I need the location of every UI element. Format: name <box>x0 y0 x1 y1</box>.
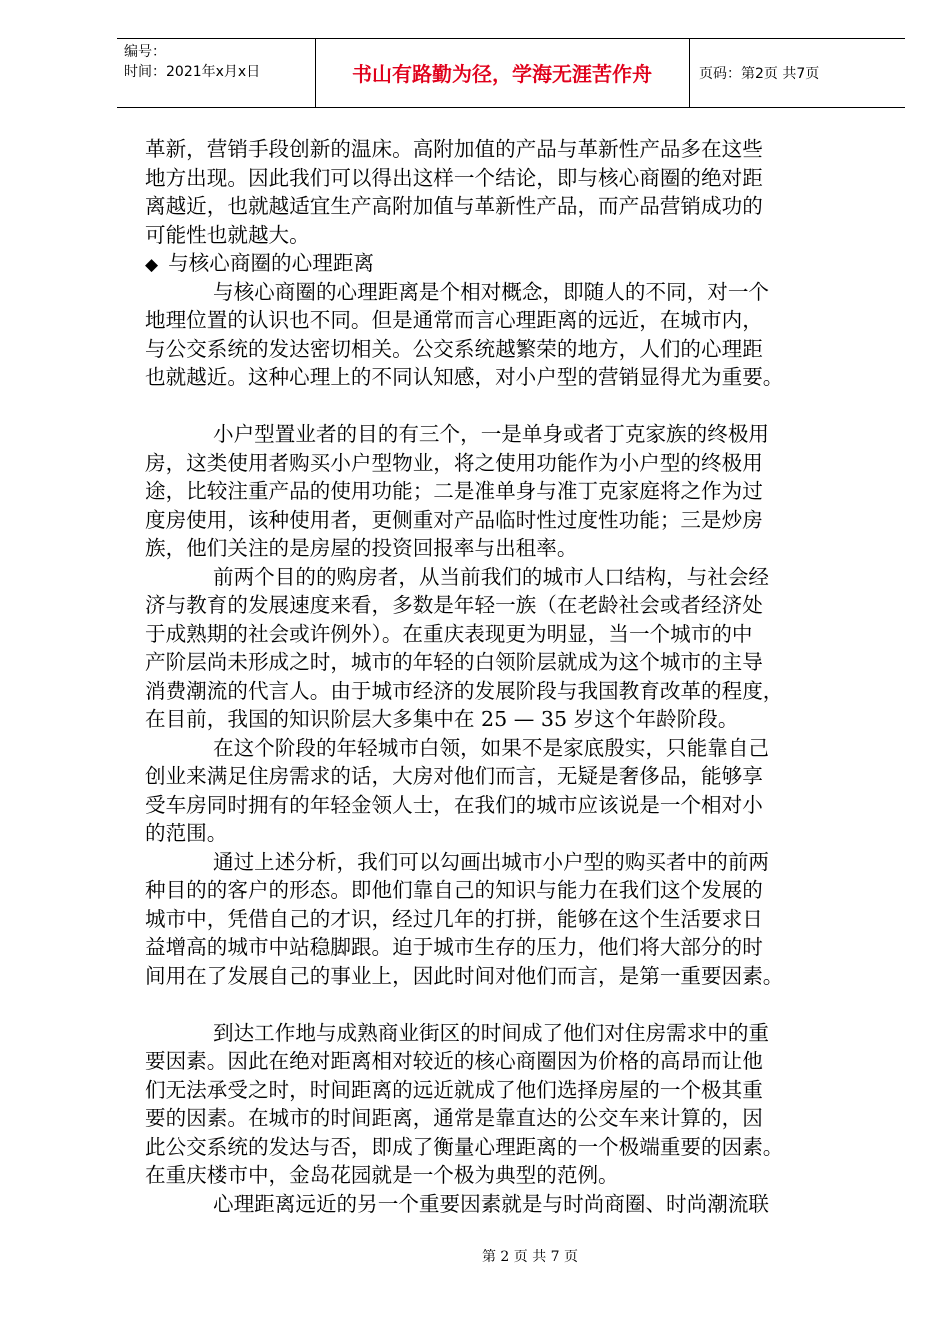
text-line: 于成熟期的社会或许例外）。在重庆表现更为明显，当一个城市的中 <box>145 621 753 646</box>
text-line: 消费潮流的代言人。由于城市经济的发展阶段与我国教育改革的程度， <box>145 678 784 703</box>
document-body <box>145 135 880 1218</box>
text-line: 城市中，凭借自己的才识，经过几年的打拼，能够在这个生活要求日 <box>145 906 763 931</box>
text-line: 创业来满足住房需求的话，大房对他们而言，无疑是奢侈品，能够享 <box>145 764 763 788</box>
text-line: 革新，营销手段创新的温床。高附加值的产品与革新性产品多在这些 <box>145 137 763 161</box>
text-line: 与核心商圈的心理距离是个相对概念，即随人的不同，对一个 <box>213 279 770 304</box>
text-line: 产阶层尚未形成之时，城市的年轻的白领阶层就成为这个城市的主导 <box>145 650 763 674</box>
text-line: 前两个目的的购房者，从当前我们的城市人口结构，与社会经 <box>213 564 770 589</box>
diamond-bullet-icon: ◆ <box>145 255 159 275</box>
text-line: 在重庆楼市中，金岛花园就是一个极为典型的范例。 <box>145 1163 619 1187</box>
section-heading <box>145 249 880 278</box>
text-line: 地理位置的认识也不同。但是通常而言心理距离的远近，在城市内， <box>145 308 763 332</box>
text-line: 族，他们关注的是房屋的投资回报率与出租率。 <box>145 536 578 560</box>
section-heading-text: 与核心商圈的心理距离 <box>168 251 375 275</box>
text-line: 途，比较注重产品的使用功能；二是准单身与准丁克家庭将之作为过 <box>145 479 763 503</box>
page-footer: 第 2 页 共 7 页 <box>481 1249 579 1265</box>
text-line: 济与教育的发展速度来看，多数是年轻一族（在老龄社会或者经济处 <box>145 593 763 617</box>
text-line: 也就越近。这种心理上的不同认知感，对小户型的营销显得尤为重要。 <box>145 365 784 389</box>
header-meta-cell <box>117 39 316 107</box>
text-line: 受车房同时拥有的年轻金领人士，在我们的城市应该说是一个相对小 <box>145 792 763 817</box>
page-header <box>117 38 905 108</box>
text-line: 与公交系统的发达密切相关。公交系统越繁荣的地方，人们的心理距 <box>145 336 763 361</box>
text-line: 要的因素。在城市的时间距离，通常是靠直达的公交车来计算的，因 <box>145 1106 763 1130</box>
paragraph-gap <box>145 392 880 421</box>
header-motto-cell <box>315 39 690 107</box>
text-line: 在目前，我国的知识阶层大多集中在 25 — 35 岁这个年龄阶段。 <box>145 707 739 731</box>
text-line: 们无法承受之时，时间距离的远近就成了他们选择房屋的一个极其重 <box>145 1077 763 1102</box>
text-line: 在这个阶段的年轻城市白领，如果不是家底殷实，只能靠自己 <box>213 735 770 760</box>
header-page-info: 页码：第2页 共7页 <box>699 66 820 82</box>
text-line: 间用在了发展自己的事业上，因此时间对他们而言，是第一重要因素。 <box>145 963 784 988</box>
header-page-cell <box>689 39 905 107</box>
text-line: 种目的的客户的形态。即他们靠自己的知识与能力在我们这个发展的 <box>145 878 763 902</box>
text-line: 心理距离远近的另一个重要因素就是与时尚商圈、时尚潮流联 <box>213 1191 770 1216</box>
text-line: 小户型置业者的目的有三个，一是单身或者丁克家族的终极用 <box>213 422 770 446</box>
text-line: 的范围。 <box>145 821 228 845</box>
text-line: 益增高的城市中站稳脚跟。迫于城市生存的压力，他们将大部分的时 <box>145 935 763 959</box>
text-line: 到达工作地与成熟商业街区的时间成了他们对住房需求中的重 <box>213 1020 770 1045</box>
header-motto: 书山有路勤为径，学海无涯苦作舟 <box>352 62 652 86</box>
text-line: 要因素。因此在绝对距离相对较近的核心商圈因为价格的高昂而让他 <box>145 1049 763 1073</box>
text-line: 可能性也就越大。 <box>145 222 310 247</box>
text-line: 地方出现。因此我们可以得出这样一个结论，即与核心商圈的绝对距 <box>145 165 763 190</box>
document-number-label: 编号： <box>124 44 166 60</box>
paragraph-gap <box>145 990 880 1019</box>
text-line: 通过上述分析，我们可以勾画出城市小户型的购买者中的前两 <box>213 849 770 874</box>
text-line: 此公交系统的发达与否，即成了衡量心理距离的一个极端重要的因素。 <box>145 1134 784 1159</box>
document-time-label: 时间：2021年x月x日 <box>124 64 261 80</box>
text-line: 房，这类使用者购买小户型物业，将之使用功能作为小户型的终极用 <box>145 450 763 475</box>
text-line: 离越近，也就越适宜生产高附加值与革新性产品，而产品营销成功的 <box>145 194 763 218</box>
text-line: 度房使用，该种使用者，更侧重对产品临时性过度性功能；三是炒房 <box>145 507 763 532</box>
